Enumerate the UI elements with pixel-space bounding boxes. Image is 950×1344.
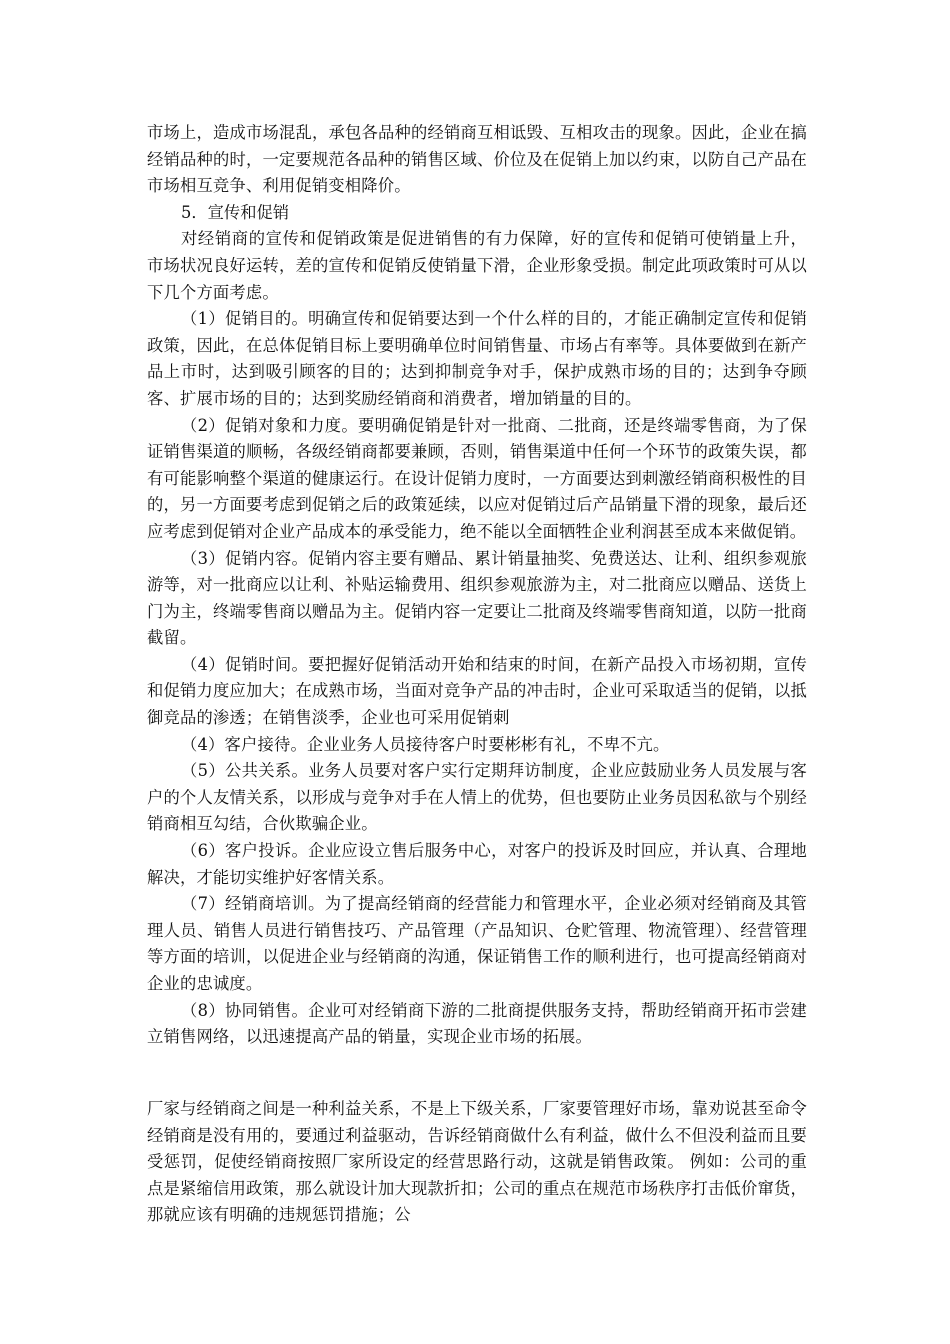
item-content: （3）促销内容。促销内容主要有赠品、累计销量抽奖、免费送达、让利、组织参观旅游等，对一批商应以让利、补贴运输费用、组织参观旅游为主，对二批商应以赠品、送货上门为主，终端零售商以赠品为主。促销内容一定要让二批商及终端零售商知道，以防一批商截留。 xyxy=(147,548,807,648)
item-timing: （4）促销时间。要把握好促销活动开始和结束的时间，在新产品投入市场初期，宣传和促销力度应加大；在成熟市场，当面对竞争产品的冲击时，企业可采取适当的促销，以抵御竞品的渗透；在销售淡季，企业也可采用促销刺 xyxy=(147,654,807,728)
item-reception: （4）客户接待。企业业务人员接待客户时要彬彬有礼，不卑不亢。 xyxy=(181,734,670,754)
document-footer-section xyxy=(147,1096,807,1229)
section-heading: 5．宣传和促销 xyxy=(181,202,290,222)
intro-paragraph: 对经销商的宣传和促销政策是促进销售的有力保障，好的宣传和促销可使销量上升，市场状况良好运转，差的宣传和促销反使销量下滑，企业形象受损。制定此项政策时可从以下几个方面考虑。 xyxy=(147,229,807,302)
top-fragment-paragraph: 市场上，造成市场混乱，承包各品种的经销商互相诋毁、互相攻击的现象。因此，企业在搞经销品种的时，一定要规范各品种的销售区域、价位及在促销上加以约束，以防自己产品在市场相互竞争、利用促销变相降价。 xyxy=(147,123,807,196)
item-purpose: （1）促销目的。明确宣传和促销要达到一个什么样的目的，才能正确制定宣传和促销政策，因此，在总体促销目标上要明确单位时间销售量、市场占有率等。具体要做到在新产品上市时，达到吸引顾客的目的；达到抑制竞争对手，保护成熟市场的目的；达到争夺顾客、扩展市场的目的；达到奖励经销商和消费者，增加销量的目的。 xyxy=(147,309,807,408)
item-complaints: （6）客户投诉。企业应设立售后服务中心，对客户的投诉及时回应，并认真、合理地解决，才能切实维护好客情关系。 xyxy=(147,841,807,887)
item-training: （7）经销商培训。为了提高经销商的经营能力和管理水平，企业必须对经销商及其管理人员、销售人员进行销售技巧、产品管理（产品知识、仓贮管理、物流管理）、经营管理等方面的培训，以促进企业与经销商的沟通，保证销售工作的顺利进行，也可提高经销商对企业的忠诚度。 xyxy=(147,894,807,993)
item-public-relations: （5）公共关系。业务人员要对客户实行定期拜访制度，企业应鼓励业务人员发展与客户的个人友情关系，以形成与竞争对手在人情上的优势，但也要防止业务员因私欲与个别经销商相互勾结，合伙欺骗企业。 xyxy=(147,761,807,834)
document-body xyxy=(147,120,807,1051)
bottom-paragraph: 厂家与经销商之间是一种利益关系，不是上下级关系，厂家要管理好市场，靠劝说甚至命令经销商是没有用的，要通过利益驱动，告诉经销商做什么有利益，做什么不但没利益而且要受惩罚，促使经销商按照厂家所设定的经营思路行动，这就是销售政策。 例如：公司的重点是紧缩信用政策，那么就设计加大现款折扣；公司的重点在规范市场秩序打击低价窜货，那就应该有明确的违规惩罚措施；公 xyxy=(147,1099,807,1225)
item-cooperative-sales: （8）协同销售。企业可对经销商下游的二批商提供服务支持，帮助经销商开拓市尝建立销售网络，以迅速提高产品的销量，实现企业市场的拓展。 xyxy=(147,1000,807,1047)
item-target-intensity: （2）促销对象和力度。要明确促销是针对一批商、二批商，还是终端零售商，为了保证销售渠道的顺畅，各级经销商都要兼顾，否则，销售渠道中任何一个环节的政策失误，都有可能影响整个渠道的健康运行。在设计促销力度时，一方面要达到刺激经销商积极性的目的，另一方面要考虑到促销之后的政策延续，以应对促销过后产品销量下滑的现象，最后还应考虑到促销对企业产品成本的承受能力，绝不能以全面牺牲企业利润甚至成本来做促销。 xyxy=(147,415,807,541)
